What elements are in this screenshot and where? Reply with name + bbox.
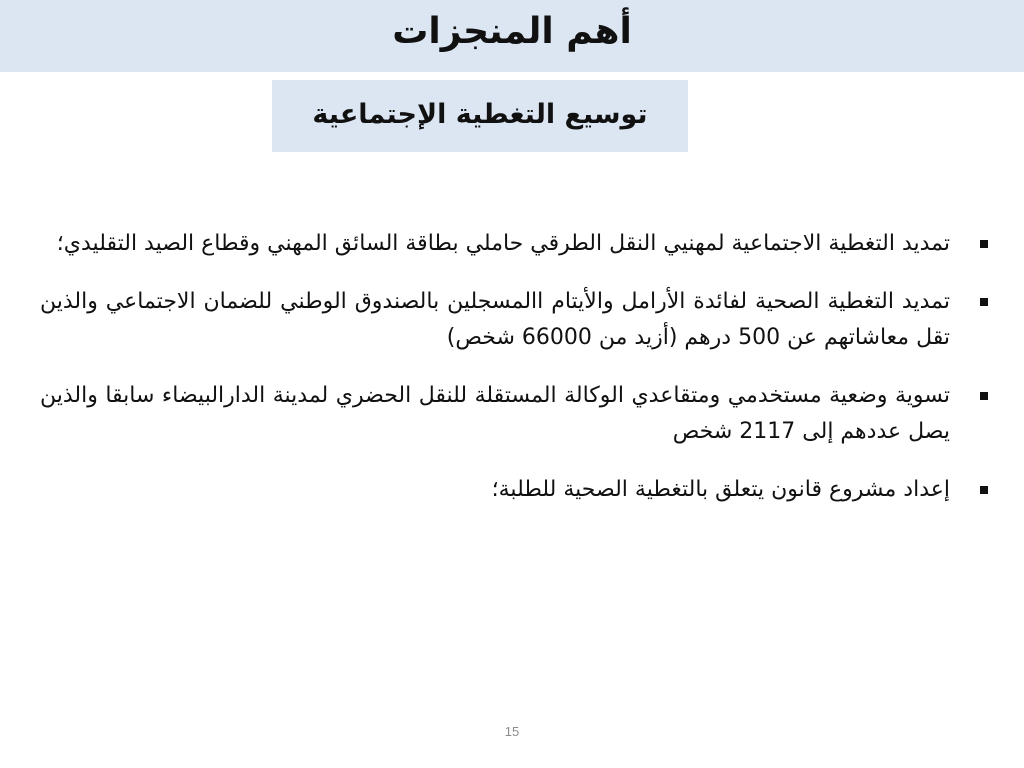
slide-title: أهم المنجزات bbox=[392, 11, 632, 52]
bullet-list bbox=[40, 226, 990, 530]
bullet-item bbox=[40, 226, 990, 262]
square-bullet-icon bbox=[980, 392, 988, 400]
slide-subtitle: توسيع التغطية الإجتماعية bbox=[312, 98, 648, 130]
title-bar bbox=[0, 0, 1024, 72]
bullet-text: تمديد التغطية الصحية لفائدة الأرامل والأيتام االمسجلين بالصندوق الوطني للضمان الاجتماعي والذين تقل معاشاتهم عن 500 درهم (أزيد من 66000 شخص) bbox=[40, 289, 950, 350]
subtitle-box bbox=[272, 80, 688, 152]
bullet-item bbox=[40, 472, 990, 508]
bullet-text: تسوية وضعية مستخدمي ومتقاعدي الوكالة المستقلة للنقل الحضري لمدينة الدارالبيضاء سابقا والذين يصل عددهم إلى 2117 شخص bbox=[40, 383, 950, 444]
square-bullet-icon bbox=[980, 298, 988, 306]
bullet-text: تمديد التغطية الاجتماعية لمهنيي النقل الطرقي حاملي بطاقة السائق المهني وقطاع الصيد التقليدي؛ bbox=[56, 231, 950, 256]
page-number: 15 bbox=[504, 724, 520, 739]
square-bullet-icon bbox=[980, 486, 988, 494]
bullet-text: إعداد مشروع قانون يتعلق بالتغطية الصحية للطلبة؛ bbox=[491, 477, 950, 502]
bullet-item bbox=[40, 284, 990, 356]
square-bullet-icon bbox=[980, 240, 988, 248]
bullet-item bbox=[40, 378, 990, 450]
